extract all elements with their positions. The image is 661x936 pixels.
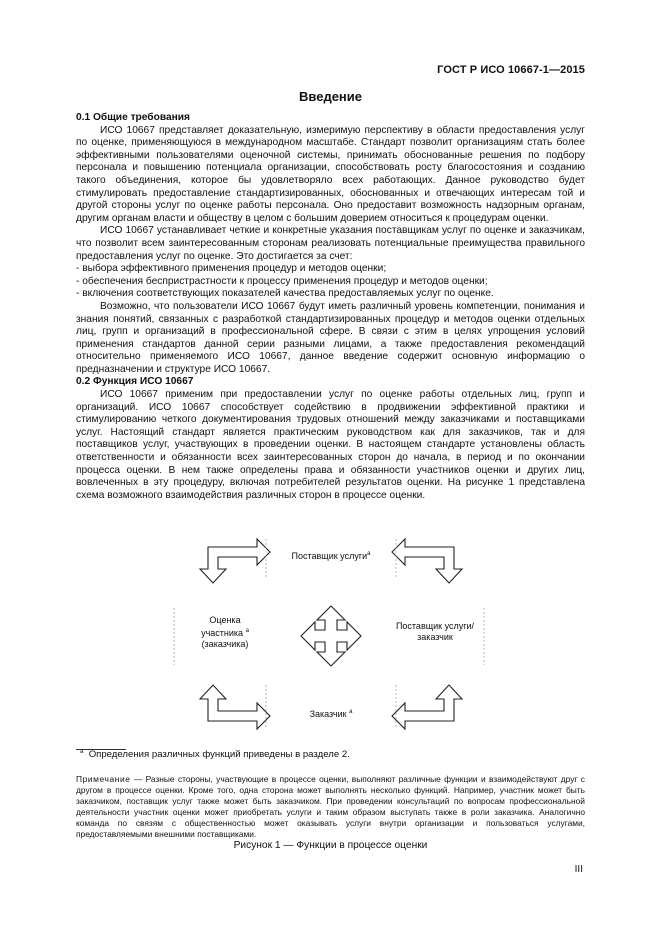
paragraph: ИСО 10667 представляет доказательную, измеримую перспективу в области предоставления услуг по оценке, применяющуюся в международном масштабе. Стандарт позволит организациям стать более эффективными пользователями оценочной системы, принимать обоснованные решения по подбору персонала и повышению потенциала организации, способствовать росту благосостояния и созданию такого объединения, которое бы удовлетворяло всех работающих. Данное руководство будет стимулировать предоставление стандартизированных, обоснованных и отвечающих интересам той и другой стороны услуг по оценке работы персонала. Оно предоставит возможность надзорным органам, другим органам власти и обществу в целом с большим доверием относиться к процедурам оценки. (76, 124, 585, 224)
paragraph: ИСО 10667 устанавливает четкие и конкретные указания поставщикам услуг по оценке и заказчикам, что позволит всем заинтересованным сторонам реализовать потенциальные преимущества правильного предоставления услуг по оценке. Это достигается за счет: (76, 225, 585, 262)
list-item: - обеспечения беспристрастности к процессу применения процедур и методов оценки; (76, 275, 488, 287)
list-item: - выбора эффективного применения процедур и методов оценки; (76, 263, 387, 275)
bent-arrow-top-left-icon (200, 539, 270, 583)
footnote-mark: а (349, 709, 353, 715)
bent-arrow-top-right-icon (392, 539, 462, 583)
section-heading-0-2: 0.2 Функция ИСО 10667 (76, 376, 194, 388)
footnote-mark: а (367, 551, 371, 557)
node-label (170, 626, 280, 639)
footnote-mark: а (245, 628, 249, 634)
footnote (80, 749, 350, 760)
paragraph: Возможно, что пользователи ИСО 10667 будут иметь различный уровень компетенции, понимания и знания понятий, связанных с разработкой стандартизированных процедур и методов оценки отдельных лиц, групп и организаций в профессиональной сфере. В связи с этим в целях упрощения условий применения стандартов данной серии разными лицами, а также предоставления рекомендаций относительно применяемого ИСО 10667, данное введение содержит основную информацию о предназначении и структуре ИСО 10667. (76, 300, 585, 375)
note-text: — Разные стороны, участвующие в процессе оценки, выполняют различные функции и взаимодействуют друг с другом в процессе оценки. Кроме того, одна сторона может выполнять несколько функций. Например, участник может быть заказчиком, поставщик услуг также может быть заказчиком. При проведении консультаций по вопросам профессиональной деятельности участник оценки может приобретать услуги и таким образом выступать также в роли заказчика. Аналогично команда по связям с общественностью может оказывать услуги внутри организации и пользоваться услугами, предоставляемыми внешними поставщиками. (76, 774, 585, 839)
figure-caption: Рисунок 1 — Функции в процессе оценки (233, 840, 428, 851)
document-standard-number: ГОСТ Р ИСО 10667-1—2015 (437, 64, 585, 76)
node-label: Поставщик услуги/ (395, 621, 475, 631)
paragraph: ИСО 10667 применим при предоставлении услуг по оценке работы отдельных лиц, групп и организаций. ИСО 10667 способствует содействию в продвижении эффективной практики и стимулированию четкого документирования трудовых отношений между заказчиками и поставщиками услуг. Настоящий стандарт является практическим руководством как для заказчиков, так и для поставщиков услуг, участвующих в проведении оценки. В настоящем стандарте установлены область ответственности и обязанности всех заинтересованных сторон до начала, в период и по окончании процесса оценки. В нем также определены права и обязанности участников оценки и других лиц, вовлеченных в эту процедуру, включая потребителей результатов оценки. На рисунке 1 представлена схема возможного взаимодействия различных сторон в процессе оценки. (76, 389, 585, 501)
roles-diagram (170, 535, 492, 745)
figure-note (76, 774, 585, 840)
node-customer (266, 707, 396, 720)
footnote-mark: а (80, 749, 84, 755)
footnote-text: Определения различных функций приведены в разделе 2. (88, 749, 350, 761)
node-provider-customer (378, 621, 492, 643)
node-label-part: участника (201, 628, 244, 638)
node-participant (170, 615, 280, 650)
four-way-arrow-icon (301, 606, 361, 666)
node-label: Оценка (209, 615, 241, 625)
node-label: Заказчик (309, 709, 347, 719)
bent-arrow-bottom-right-icon (392, 685, 462, 729)
node-label: заказчик (417, 632, 453, 642)
node-label: (заказчика) (201, 639, 249, 649)
page-title: Введение (299, 89, 362, 104)
note-label: Примечание (76, 774, 131, 784)
page-number: III (574, 864, 583, 875)
bent-arrow-bottom-left-icon (200, 685, 270, 729)
section-heading-0-1: 0.1 Общие требования (76, 112, 190, 123)
node-label: Поставщик услуги (291, 551, 368, 561)
body-text (76, 112, 585, 502)
list-item: - включения соответствующих показателей качества предоставляемых услуг по оценке. (76, 288, 494, 300)
node-service-provider (266, 549, 396, 562)
